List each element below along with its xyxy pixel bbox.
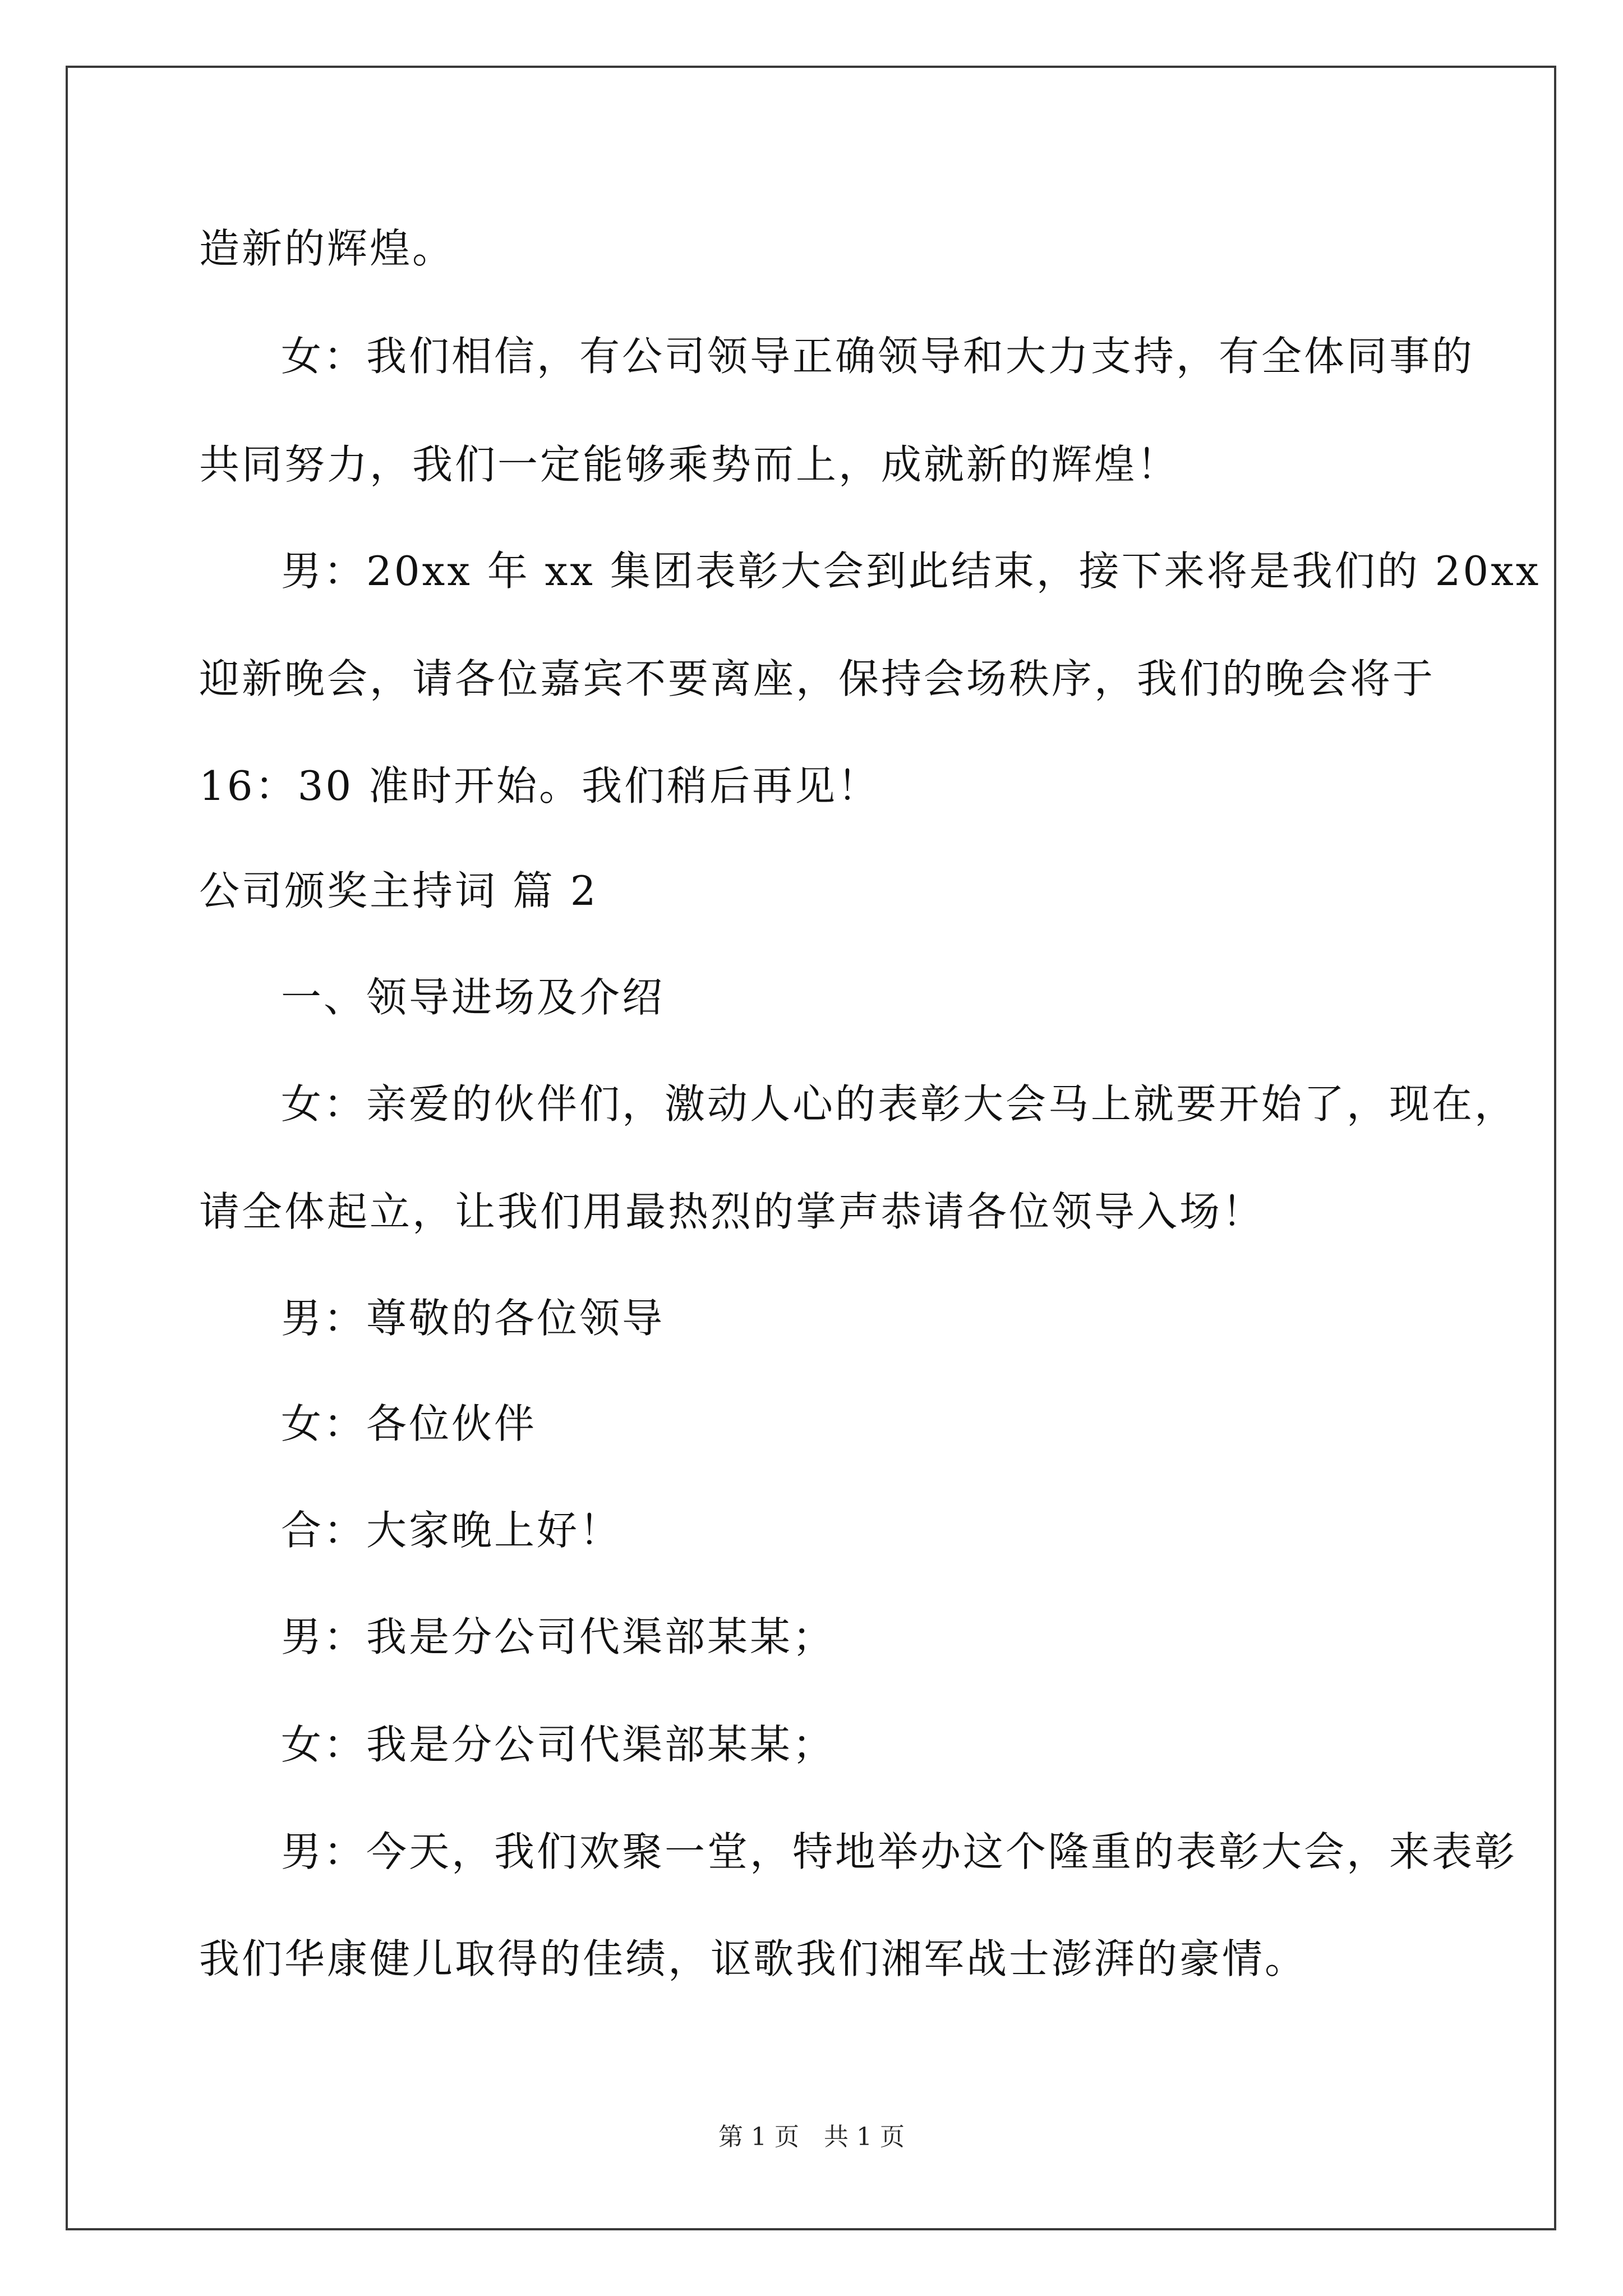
page-footer: 第 1 页 共 1 页 <box>718 2123 905 2151</box>
section-heading: 公司颁奖主持词 篇 2 <box>199 867 598 914</box>
text-line: 共同努力，我们一定能够乘势而上，成就新的辉煌！ <box>199 441 1180 488</box>
text-line: 16：30 准时开始。我们稍后再见！ <box>199 762 880 809</box>
text-line: 造新的辉煌。 <box>199 225 455 272</box>
text-line: 男：20xx 年 xx 集团表彰大会到此结束，接下来将是我们的 20xx <box>281 547 1541 595</box>
text-line: 我们华康健儿取得的佳绩，讴歌我们湘军战士澎湃的豪情。 <box>199 1935 1308 1982</box>
text-line: 合：大家晚上好！ <box>281 1507 623 1554</box>
text-line: 一、领导进场及介绍 <box>281 974 665 1021</box>
text-line: 男：我是分公司代渠部某某； <box>281 1613 836 1660</box>
text-line: 女：亲爱的伙伴们，激动人心的表彰大会马上就要开始了，现在， <box>281 1080 1518 1128</box>
text-line: 男：今天，我们欢聚一堂，特地举办这个隆重的表彰大会，来表彰 <box>281 1828 1518 1875</box>
text-line: 女：我们相信，有公司领导正确领导和大力支持，有全体同事的 <box>281 333 1475 380</box>
text-line: 女：我是分公司代渠部某某； <box>281 1721 836 1768</box>
text-line: 迎新晚会，请各位嘉宾不要离座，保持会场秩序，我们的晚会将于 <box>199 655 1436 702</box>
text-line: 女：各位伙伴 <box>281 1400 537 1447</box>
text-line: 男：尊敬的各位领导 <box>281 1295 665 1342</box>
page-border <box>66 66 1556 2230</box>
text-line: 请全体起立，让我们用最热烈的掌声恭请各位领导入场！ <box>199 1188 1265 1235</box>
